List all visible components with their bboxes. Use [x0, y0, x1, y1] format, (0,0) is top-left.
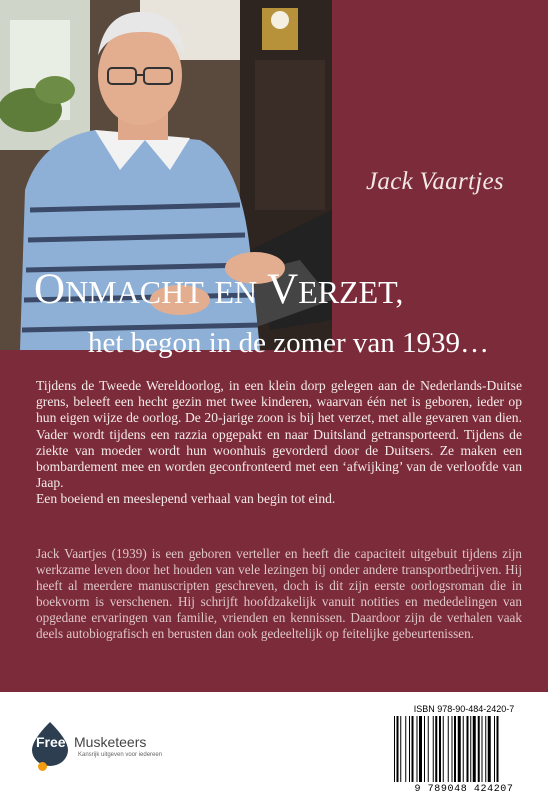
title-initial-o: O [34, 266, 66, 313]
title-word-verzet: ERZET, [298, 274, 404, 310]
barcode-bars [394, 716, 534, 782]
logo-musketeers: Musketeers [74, 734, 147, 750]
author-name: Jack Vaartjes [366, 168, 504, 195]
title-word-en: EN [214, 274, 258, 310]
publisher-logo [30, 720, 210, 780]
blurb-paragraph: Een boeiend en meeslepend verhaal van begin tot eind. [36, 491, 336, 507]
barcode-number: 9 789048 424207 [414, 784, 514, 795]
book-blurb [36, 378, 522, 508]
blurb-paragraph: Tijdens de Tweede Wereldoorlog, in een klein dorp gelegen aan de Nederlands-Duitse grens, beleeft een hecht gezin met twee kinderen, waarvan één net is geboren, ieder op hun eigen wijze de oorlog. De 20-jarige zoon is bij het verzet, met alle gevaren van dien. Vader wordt tijdens een razzia opgepakt en naar Duitsland getransporteerd. Tijdens de ziekte van moeder wordt hun woonhuis gevorderd door de Duitsers. Ze maken een bombardement mee en worden geconfronteerd met een ‘afwijking’ van de verloofde van Jaap. [36, 378, 522, 491]
logo-dot [38, 762, 47, 771]
logo-tagline: Kansrijk uitgeven voor iedereen [78, 752, 163, 758]
isbn-label: ISBN 978-90-484-2420-7 [413, 704, 515, 714]
book-subtitle: het begon in de zomer van 1939… [88, 327, 490, 359]
title-initial-v: V [267, 266, 299, 313]
book-title [34, 268, 403, 311]
title-word-onmacht: NMACHT [65, 274, 204, 310]
footer-band [0, 692, 548, 800]
logo-free: Free [36, 734, 66, 750]
barcode [392, 704, 536, 796]
author-bio: Jack Vaartjes (1939) is een geboren verteller en heeft die capaciteit uitgebuit tijdens zijn werkzame leven door het houden van vele lezingen bij onder andere transportbedrijven. Hij heeft al meerdere manuscripten geschreven, doch is dit zijn eerste oorlogsroman die in boekvorm is verschenen. Hij schrijft hoofdzakelijk vanuit notities en mededelingen van opgedane ervaringen van familie, vrienden en kennissen. Daardoor zijn de verhalen vaak deels autobiografisch en berusten dan ook gedeeltelijk op feitelijke gebeurtenissen. [36, 546, 522, 641]
